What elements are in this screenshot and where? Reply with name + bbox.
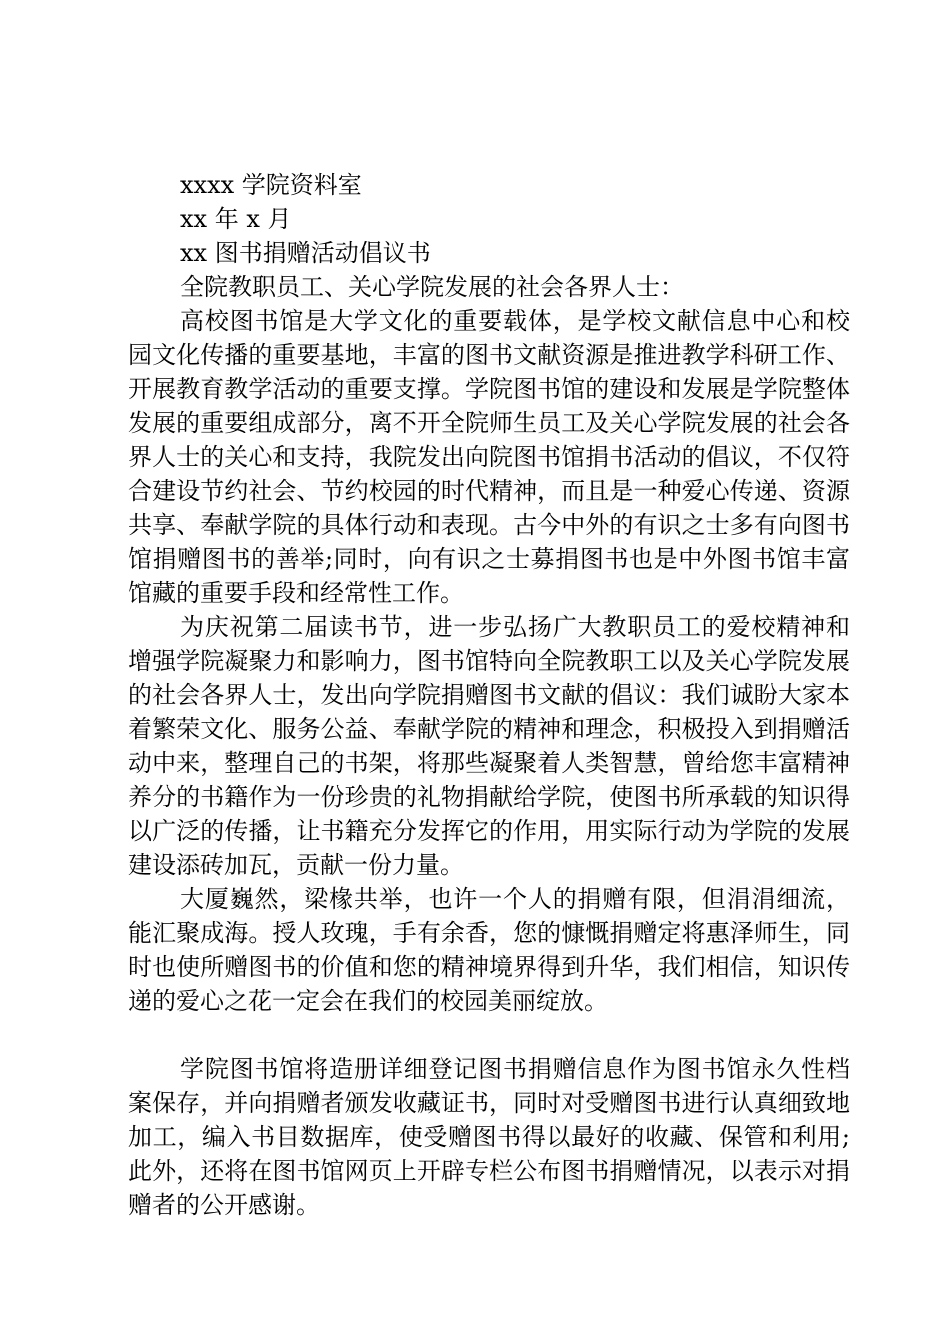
document-title: xx 图书捐赠活动倡议书: [180, 239, 431, 267]
paragraph-gap: [128, 1018, 850, 1052]
paragraph-1: 高校图书馆是大学文化的重要载体，是学校文献信息中心和校园文化传播的重要基地，丰富的图书文献资源是推进教学科研工作、开展教育教学活动的重要支撑。学院图书馆的建设和发展是学院整体发展的重要组成部分，离不开全院师生员工及关心学院发展的社会各界人士的关心和支持，我院发出向院图书馆捐书活动的倡议，不仅符合建设节约社会、节约校园的时代精神，而且是一种爱心传递、资源共享、奉献学院的具体行动和表现。古今中外的有识之士多有向图书馆捐赠图书的善举;同时，向有识之士募捐图书也是中外图书馆丰富馆藏的重要手段和经常性工作。: [128, 307, 850, 607]
paragraph-4: 学院图书馆将造册详细登记图书捐赠信息作为图书馆永久性档案保存，并向捐赠者颁发收藏证书，同时对受赠图书进行认真细致地加工，编入书目数据库，使受赠图书得以最好的收藏、保管和利用;此外，还将在图书馆网页上开辟专栏公布图书捐赠情况，以表示对捐赠者的公开感谢。: [128, 1055, 850, 1219]
document-body: [128, 168, 850, 1222]
paragraph-3: 大厦巍然，梁椽共举，也许一个人的捐赠有限，但涓涓细流，能汇聚成海。授人玫瑰，手有余香，您的慷慨捐赠定将惠泽师生，同时也使所赠图书的价值和您的精神境界得到升华，我们相信，知识传递的爱心之花一定会在我们的校园美丽绽放。: [128, 885, 850, 1015]
salutation: 全院教职员工、关心学院发展的社会各界人士：: [180, 273, 684, 301]
org-name: xxxx 学院资料室: [180, 171, 362, 199]
document-date: xx 年 x 月: [180, 205, 292, 233]
paragraph-2: 为庆祝第二届读书节，进一步弘扬广大教职员工的爱校精神和增强学院凝聚力和影响力，图书馆特向全院教职工以及关心学院发展的社会各界人士，发出向学院捐赠图书文献的倡议：我们诚盼大家本着繁荣文化、服务公益、奉献学院的精神和理念，积极投入到捐赠活动中来，整理自己的书架，将那些凝聚着人类智慧，曾给您丰富精神养分的书籍作为一份珍贵的礼物捐献给学院，使图书所承载的知识得以广泛的传播，让书籍充分发挥它的作用，用实际行动为学院的发展建设添砖加瓦，贡献一份力量。: [128, 613, 850, 879]
